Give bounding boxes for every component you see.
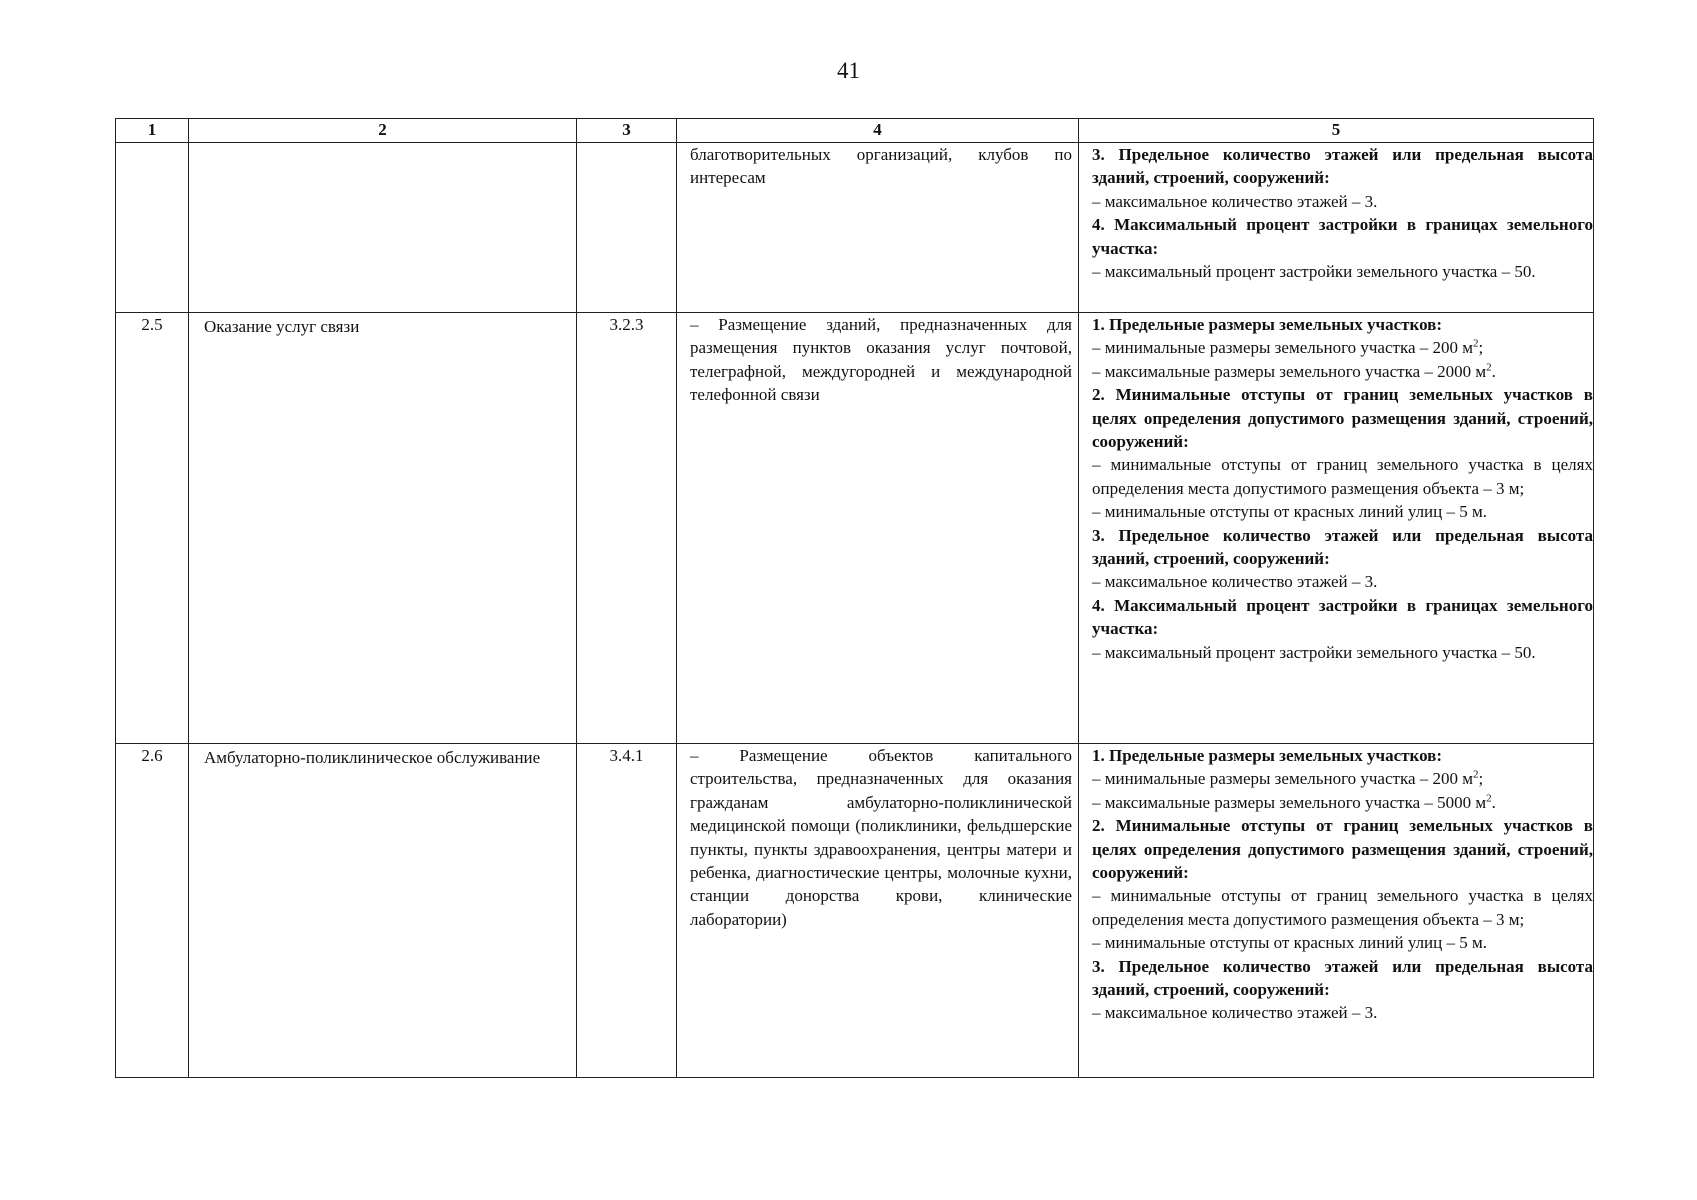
land-use-description bbox=[677, 744, 1079, 1078]
column-header: 2 bbox=[189, 119, 577, 143]
column-header: 4 bbox=[677, 119, 1079, 143]
land-use-code: 3.2.3 bbox=[577, 313, 677, 744]
parameter-heading: 3. Предельное количество этажей или предельная высота зданий, строений, сооружений: bbox=[1092, 525, 1593, 569]
parameter-heading: 4. Максимальный процент застройки в границах земельного участка: bbox=[1092, 595, 1593, 639]
page-number: 41 bbox=[837, 58, 860, 83]
parameter-heading: 2. Минимальные отступы от границ земельных участков в целях определения допустимого размещения зданий, строений, сооружений: bbox=[1092, 816, 1593, 883]
parameter-value: – минимальные отступы от границ земельного участка в целях определения места допустимого размещения объекта – 3 м; bbox=[1092, 455, 1593, 498]
table-header-row bbox=[116, 119, 1594, 143]
description-text: – Размещение объектов капитального строительства, предназначенных для оказания гражданам амбулаторно-поликлинической медицинской помощи (поликлиники, фельдшерские пункты, пункты здравоохранения, центры матери и ребенка, диагностические центры, молочные кухни, станции донорства крови, клинические лаборатории) bbox=[690, 746, 1072, 929]
parameter-value: – минимальные размеры земельного участка – 200 $м^2$; bbox=[1092, 337, 1484, 358]
land-use-name bbox=[189, 143, 577, 313]
description-text: – Размещение зданий, предназначенных для размещения пунктов оказания услуг почтовой, телеграфной, междугородней и международной телефонной связи bbox=[690, 315, 1072, 405]
land-use-name: Оказание услуг связи bbox=[189, 313, 577, 744]
land-use-code bbox=[577, 143, 677, 313]
parameter-heading: 2. Минимальные отступы от границ земельных участков в целях определения допустимого размещения зданий, строений, сооружений: bbox=[1092, 385, 1593, 452]
row-number: 2.6 bbox=[116, 744, 189, 1078]
parameter-value: – максимальное количество этажей – 3. bbox=[1092, 1003, 1378, 1023]
land-use-code: 3.4.1 bbox=[577, 744, 677, 1078]
land-use-description bbox=[677, 313, 1079, 744]
parameter-value: – минимальные размеры земельного участка – 200 $м^2$; bbox=[1092, 768, 1484, 789]
row-number: 2.5 bbox=[116, 313, 189, 744]
row-number bbox=[116, 143, 189, 313]
parameters-cell bbox=[1079, 744, 1594, 1078]
land-use-description bbox=[677, 143, 1079, 313]
parameter-value: – минимальные отступы от красных линий улиц – 5 м. bbox=[1092, 933, 1488, 953]
column-header: 5 bbox=[1079, 119, 1594, 143]
land-use-name: Амбулаторно-поликлиническое обслуживание bbox=[189, 744, 577, 1078]
parameter-heading: 4. Максимальный процент застройки в границах земельного участка: bbox=[1092, 215, 1593, 258]
parameters-cell bbox=[1079, 143, 1594, 313]
parameter-value: – максимальные размеры земельного участка – 2000 $м^2$. bbox=[1092, 361, 1496, 381]
column-header: 3 bbox=[577, 119, 677, 143]
parameter-heading: 1. Предельные размеры земельных участков: bbox=[1092, 315, 1443, 334]
table-row bbox=[116, 143, 1594, 313]
parameters-cell bbox=[1079, 313, 1594, 744]
table-row bbox=[116, 313, 1594, 744]
column-header: 1 bbox=[116, 119, 189, 143]
parameter-value: – максимальные размеры земельного участка – 5000 $м^2$. bbox=[1092, 792, 1496, 812]
table-row bbox=[116, 744, 1594, 1078]
parameter-heading: 1. Предельные размеры земельных участков: bbox=[1092, 746, 1443, 765]
parameter-value: – минимальные отступы от границ земельного участка в целях определения места допустимого размещения объекта – 3 м; bbox=[1092, 886, 1593, 929]
parameter-value: – максимальный процент застройки земельного участка – 50. bbox=[1092, 262, 1536, 282]
parameter-heading: 3. Предельное количество этажей или предельная высота зданий, строений, сооружений: bbox=[1092, 145, 1593, 188]
description-text: благотворительных организаций, клубов по интересам bbox=[690, 145, 1072, 188]
parameter-value: – максимальное количество этажей – 3. bbox=[1092, 191, 1378, 211]
parameter-value: – максимальное количество этажей – 3. bbox=[1092, 572, 1378, 592]
regulations-table bbox=[115, 118, 1594, 1078]
parameter-heading: 3. Предельное количество этажей или предельная высота зданий, строений, сооружений: bbox=[1092, 956, 1593, 1000]
parameter-value: – максимальный процент застройки земельного участка – 50. bbox=[1092, 642, 1536, 662]
parameter-value: – минимальные отступы от красных линий улиц – 5 м. bbox=[1092, 502, 1488, 522]
